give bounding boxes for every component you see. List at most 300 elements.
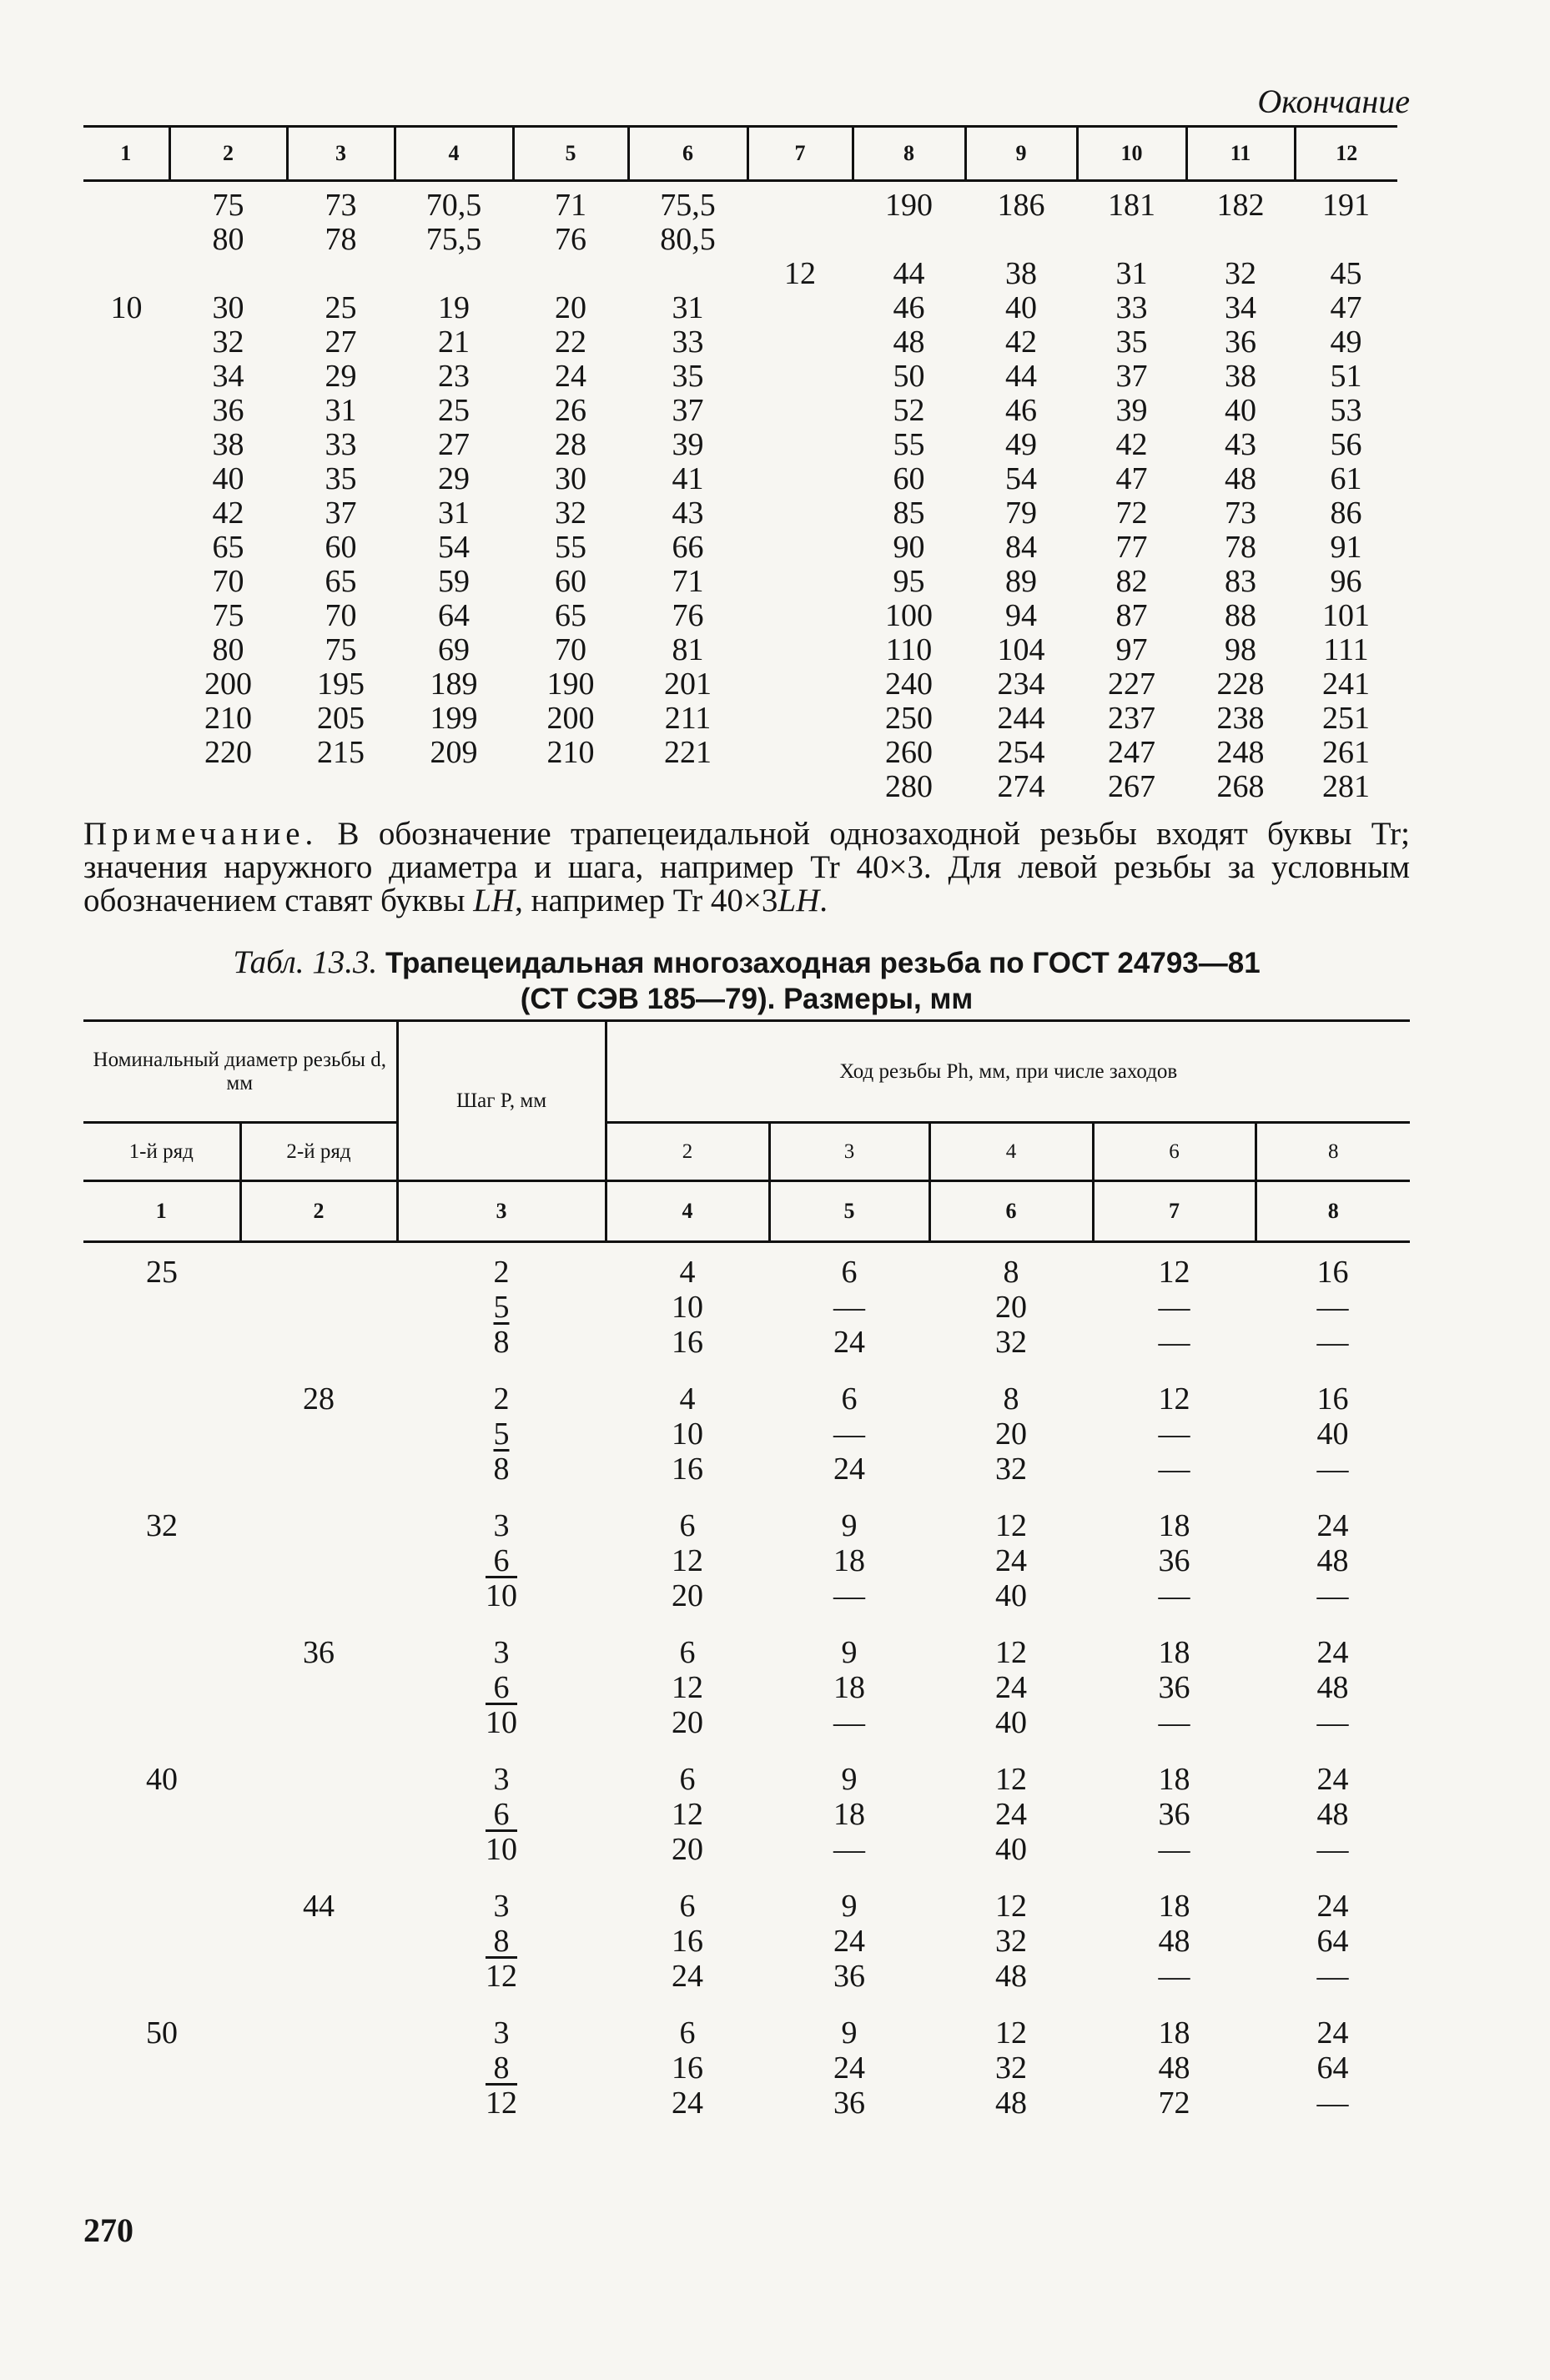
- diameter-row1-cell: [83, 1959, 240, 1994]
- lead-cell: 10: [672, 1290, 703, 1325]
- table-cell: 227: [1108, 667, 1155, 702]
- lead-cell: —: [1158, 1325, 1190, 1360]
- table-body: [83, 181, 1397, 805]
- column-number-3: 3: [397, 1181, 606, 1242]
- table-cell: 43: [1225, 427, 1256, 462]
- lead-cell: —: [1316, 1959, 1349, 1994]
- table-cell: 48: [893, 325, 925, 360]
- column-number-2: 2: [240, 1181, 397, 1242]
- lead-cell: 36: [1158, 1797, 1190, 1832]
- table-row: [83, 291, 1397, 325]
- table-cell: 76: [555, 222, 586, 257]
- lead-cell: 18: [833, 1670, 865, 1705]
- lead-cell: —: [833, 1832, 865, 1867]
- lead-cell: 20: [672, 1705, 703, 1740]
- table-cell: 25: [438, 393, 470, 428]
- table-cell: 100: [885, 598, 933, 633]
- note-lh2: LH: [778, 883, 820, 918]
- pitch-value: 6: [493, 1670, 510, 1705]
- column-header-6: 6: [628, 127, 747, 181]
- table-cell: [83, 360, 169, 394]
- pitch-cell: [397, 1290, 606, 1325]
- table-cell: 31: [1115, 256, 1148, 291]
- diameter-row1-cell: [83, 1924, 240, 1959]
- table-cell: 26: [555, 393, 586, 428]
- lead-cell: 18: [1158, 1508, 1190, 1543]
- table-cell: 32: [212, 325, 244, 360]
- table-cell: 191: [1322, 188, 1370, 223]
- table-cell: [1077, 223, 1186, 257]
- table-cell: 60: [325, 530, 357, 565]
- table-cell: [747, 496, 853, 531]
- table-cell: 38: [212, 427, 244, 462]
- lead-cell: 8: [1003, 1381, 1019, 1416]
- table-cell: 75: [212, 188, 244, 223]
- table-row: [83, 1543, 1410, 1578]
- column-header-2: 2: [169, 127, 287, 181]
- table-cell: 71: [672, 564, 704, 599]
- table-cell: 33: [325, 427, 357, 462]
- table-cell: 210: [546, 735, 595, 770]
- table-cell: 30: [212, 290, 244, 325]
- header-starts-4: 4: [929, 1123, 1093, 1181]
- table-cell: [83, 462, 169, 496]
- table-cell: 205: [317, 701, 365, 736]
- lead-cell: 24: [1316, 1762, 1349, 1797]
- table-cell: [747, 360, 853, 394]
- table-cell: 209: [430, 735, 478, 770]
- diameter-row1-cell: [83, 1832, 240, 1867]
- table-cell: [747, 565, 853, 599]
- lead-cell: 12: [1158, 1255, 1190, 1290]
- lead-cell: 16: [1316, 1255, 1349, 1290]
- note-lh: LH: [473, 883, 516, 918]
- column-header-5: 5: [513, 127, 628, 181]
- lead-cell: —: [1158, 1832, 1190, 1867]
- table-cell: 254: [997, 735, 1045, 770]
- pitch-value: 10: [486, 1578, 517, 1613]
- lead-cell: 24: [833, 1924, 865, 1959]
- lead-cell: 10: [672, 1416, 703, 1452]
- table-cell: 98: [1225, 632, 1256, 667]
- table-row: [83, 736, 1397, 770]
- pitch-value: 8: [493, 2050, 510, 2086]
- table-cell: [747, 325, 853, 360]
- diameter-row1-cell: [83, 1325, 240, 1360]
- table-cell: [83, 702, 169, 736]
- multistart-thread-table: [83, 1019, 1410, 2121]
- table-cell: 54: [1005, 461, 1037, 496]
- table-cell: 84: [1005, 530, 1037, 565]
- lead-cell: 64: [1316, 2050, 1349, 2086]
- pitch-value: 6: [493, 1543, 510, 1578]
- lead-cell: 72: [1158, 2086, 1190, 2121]
- table-cell: [1295, 223, 1397, 257]
- table-cell: 29: [325, 359, 357, 394]
- table-cell: 70: [325, 598, 357, 633]
- lead-cell: 24: [1316, 1635, 1349, 1670]
- header-starts-3: 3: [769, 1123, 929, 1181]
- table-cell: [83, 565, 169, 599]
- table-row: [83, 1487, 1410, 1543]
- table-cell: 56: [1330, 427, 1362, 462]
- column-number-6: 6: [929, 1181, 1093, 1242]
- header-starts-8: 8: [1256, 1123, 1410, 1181]
- table-cell: 78: [1225, 530, 1256, 565]
- table-cell: 48: [1225, 461, 1256, 496]
- table-cell: 24: [555, 359, 586, 394]
- table-cell: 89: [1005, 564, 1037, 599]
- lead-cell: 12: [672, 1670, 703, 1705]
- table-cell: 80: [212, 222, 244, 257]
- table-cell: 228: [1216, 667, 1265, 702]
- table-cell: 71: [555, 188, 586, 223]
- table-cell: 39: [1115, 393, 1148, 428]
- pitch-value: 8: [493, 1924, 510, 1959]
- note-text2: , например Tr 40×3: [515, 883, 778, 918]
- header-starts-6: 6: [1093, 1123, 1256, 1181]
- table-cell: [747, 736, 853, 770]
- lead-cell: 20: [672, 1578, 703, 1613]
- lead-cell: —: [1316, 1705, 1349, 1740]
- table-cell: 49: [1005, 427, 1037, 462]
- lead-cell: —: [833, 1416, 865, 1452]
- diameter-row2-cell: [240, 2050, 397, 2086]
- lead-cell: 6: [679, 1762, 696, 1797]
- table-row: [83, 1797, 1410, 1832]
- lead-cell: —: [1316, 1578, 1349, 1613]
- lead-cell: 40: [995, 1705, 1027, 1740]
- diameter-row1-cell: [83, 1290, 240, 1325]
- table-cell: 251: [1322, 701, 1370, 736]
- table-cell: 111: [1323, 632, 1369, 667]
- lead-cell: 9: [841, 1635, 858, 1670]
- table-row: [83, 1613, 1410, 1670]
- lead-cell: 36: [833, 1959, 865, 1994]
- lead-cell: 12: [672, 1797, 703, 1832]
- diameter-row2-cell: [240, 1452, 397, 1487]
- table-cell: 39: [672, 427, 704, 462]
- lead-cell: 9: [841, 1762, 858, 1797]
- table-cell: 80,5: [660, 222, 716, 257]
- table-cell: 75: [212, 598, 244, 633]
- pitch-cell: [397, 1797, 606, 1832]
- table-cell: 34: [1225, 290, 1256, 325]
- table-cell: 34: [212, 359, 244, 394]
- page-number: 270: [83, 2211, 133, 2249]
- pitch-cell: [397, 1959, 606, 1994]
- lead-cell: 24: [995, 1797, 1027, 1832]
- lead-cell: 12: [1158, 1381, 1190, 1416]
- lead-cell: 12: [995, 1889, 1027, 1924]
- table-cell: 31: [438, 496, 470, 531]
- table-cell: 27: [325, 325, 357, 360]
- table-cell: 181: [1108, 188, 1155, 223]
- diameter-row1-cell: [83, 1670, 240, 1705]
- lead-cell: —: [1316, 1452, 1349, 1487]
- diameter-row1-cell: [83, 1452, 240, 1487]
- pitch-cell: [397, 1325, 606, 1360]
- table-cell: 64: [438, 598, 470, 633]
- table-cell: 81: [672, 632, 704, 667]
- table-body: [83, 1242, 1410, 2121]
- table-cell: 73: [325, 188, 357, 223]
- pitch-value: 12: [486, 2086, 517, 2121]
- table-cell: 70,5: [425, 188, 482, 223]
- table-cell: 60: [555, 564, 586, 599]
- pitch-value: 2: [493, 1255, 510, 1290]
- table-cell: 42: [1115, 427, 1148, 462]
- diameter-row2-cell: [240, 1924, 397, 1959]
- diameter-row2-cell: [240, 1578, 397, 1613]
- table-cell: [83, 633, 169, 667]
- lead-cell: 36: [833, 2086, 865, 2121]
- table-cell: 94: [1005, 598, 1037, 633]
- table-row: [83, 599, 1397, 633]
- table-row: [83, 633, 1397, 667]
- table-cell: [513, 257, 628, 291]
- table-cell: 46: [1005, 393, 1037, 428]
- lead-cell: 20: [672, 1832, 703, 1867]
- lead-cell: 16: [672, 1452, 703, 1487]
- pitch-value: 10: [486, 1832, 517, 1867]
- lead-cell: 12: [672, 1543, 703, 1578]
- table-cell: 75,5: [425, 222, 482, 257]
- table-cell: 200: [546, 701, 595, 736]
- table-cell: [747, 770, 853, 804]
- table-cell: 79: [1005, 496, 1037, 531]
- table-cell: 72: [1115, 496, 1148, 531]
- table-cell: 260: [885, 735, 933, 770]
- lead-cell: —: [1316, 1832, 1349, 1867]
- table-cell: 66: [672, 530, 704, 565]
- lead-cell: 9: [841, 2015, 858, 2050]
- table-row: [83, 1670, 1410, 1705]
- diameter-row1-cell: [83, 1416, 240, 1452]
- column-number-7: 7: [1093, 1181, 1256, 1242]
- pitch-value: 3: [493, 1508, 510, 1543]
- lead-cell: 8: [1003, 1255, 1019, 1290]
- table-cell: 211: [664, 701, 712, 736]
- lead-cell: —: [1158, 1959, 1190, 1994]
- header-lead: Ход резьбы Ph, мм, при числе заходов: [606, 1021, 1410, 1123]
- lead-cell: 16: [672, 2050, 703, 2086]
- table-cell: 22: [555, 325, 586, 360]
- table-cell: [287, 770, 395, 804]
- table-cell: [747, 291, 853, 325]
- lead-cell: —: [1158, 1416, 1190, 1452]
- lead-cell: 18: [1158, 2015, 1190, 2050]
- pitch-cell: [397, 1924, 606, 1959]
- pitch-value: 3: [493, 1762, 510, 1797]
- pitch-cell: [397, 1543, 606, 1578]
- lead-cell: 24: [833, 2050, 865, 2086]
- table-cell: 220: [204, 735, 252, 770]
- table-cell: 281: [1322, 769, 1370, 804]
- lead-cell: 48: [995, 1959, 1027, 1994]
- table-cell: [83, 223, 169, 257]
- lead-cell: —: [833, 1578, 865, 1613]
- diameter-row1-cell: 25: [146, 1255, 178, 1290]
- table-cell: 65: [212, 530, 244, 565]
- caption-title-line1: Трапецеидальная многозаходная резьба по ГОСТ 24793—81: [385, 947, 1261, 979]
- table-row: [83, 1705, 1410, 1740]
- lead-cell: 24: [672, 2086, 703, 2121]
- lead-cell: 18: [1158, 1635, 1190, 1670]
- lead-cell: 40: [995, 1832, 1027, 1867]
- column-number-1: 1: [83, 1181, 240, 1242]
- table-cell: 44: [1005, 359, 1037, 394]
- diameter-row2-cell: [240, 1242, 397, 1291]
- diameter-row2-cell: [240, 1740, 397, 1797]
- pitch-cell: [397, 1670, 606, 1705]
- table-row: [83, 702, 1397, 736]
- table-cell: 45: [1330, 256, 1362, 291]
- table-cell: 32: [555, 496, 586, 531]
- header-diameter: Номинальный диаметр резьбы d, мм: [83, 1021, 397, 1123]
- diameter-row1-cell: [83, 1360, 240, 1416]
- diameter-row2-cell: 44: [303, 1889, 335, 1924]
- diameter-row1-cell: [83, 2050, 240, 2086]
- pitch-cell: [397, 1242, 606, 1291]
- table-cell: 85: [893, 496, 925, 531]
- table-cell: 61: [1330, 461, 1362, 496]
- lead-cell: 18: [1158, 1889, 1190, 1924]
- table-cell: 59: [438, 564, 470, 599]
- table-cell: 42: [1005, 325, 1037, 360]
- table-cell: 37: [672, 393, 704, 428]
- lead-cell: 40: [995, 1578, 1027, 1613]
- lead-cell: 48: [1316, 1670, 1349, 1705]
- table-cell: [747, 633, 853, 667]
- table-cell: [965, 223, 1077, 257]
- pitch-value: 3: [493, 1889, 510, 1924]
- lead-cell: —: [1158, 1578, 1190, 1613]
- table-cell: 60: [893, 461, 925, 496]
- lead-cell: 32: [995, 1452, 1027, 1487]
- table-cell: 35: [672, 359, 704, 394]
- table-row: [83, 496, 1397, 531]
- lead-cell: 9: [841, 1889, 858, 1924]
- table-row: [83, 428, 1397, 462]
- table-cell: 47: [1330, 290, 1362, 325]
- pitch-value: 10: [486, 1705, 517, 1740]
- table-cell: 37: [1115, 359, 1148, 394]
- lead-cell: 12: [995, 2015, 1027, 2050]
- note-end: .: [819, 883, 828, 918]
- table-cell: [747, 462, 853, 496]
- lead-cell: 48: [1158, 1924, 1190, 1959]
- pitch-value: 5: [493, 1416, 510, 1452]
- lead-cell: 32: [995, 1924, 1027, 1959]
- diameter-row2-cell: [240, 1832, 397, 1867]
- pitch-value: 5: [493, 1290, 510, 1325]
- table-cell: 55: [555, 530, 586, 565]
- table-cell: 274: [997, 769, 1045, 804]
- table-cell: 237: [1108, 701, 1155, 736]
- table-cell: [513, 770, 628, 804]
- table-header-row: [83, 127, 1397, 181]
- table-cell: 23: [438, 359, 470, 394]
- lead-cell: 48: [1316, 1797, 1349, 1832]
- table-cell: 104: [997, 632, 1045, 667]
- table-cell: 110: [885, 632, 933, 667]
- table-cell: 40: [1225, 393, 1256, 428]
- table-row: [83, 2086, 1410, 2121]
- diameter-row1-cell: 32: [146, 1508, 178, 1543]
- table-cell: 37: [325, 496, 357, 531]
- table-cell: [747, 531, 853, 565]
- pitch-cell: [397, 1705, 606, 1740]
- pitch-cell: [397, 2050, 606, 2086]
- table-cell: 190: [885, 188, 933, 223]
- table-cell: 240: [885, 667, 933, 702]
- table-cell: 87: [1115, 598, 1148, 633]
- diameter-row1-cell: [83, 1797, 240, 1832]
- column-header-9: 9: [965, 127, 1077, 181]
- pitch-cell: [397, 1578, 606, 1613]
- lead-cell: 48: [995, 2086, 1027, 2121]
- pitch-value: 8: [493, 1452, 510, 1487]
- column-header-12: 12: [1295, 127, 1397, 181]
- table-cell: [747, 181, 853, 224]
- diameter-row2-cell: [240, 1797, 397, 1832]
- lead-cell: —: [833, 1290, 865, 1325]
- table-cell: 268: [1216, 769, 1265, 804]
- table-cell: 97: [1115, 632, 1148, 667]
- diameter-row2-cell: [240, 1670, 397, 1705]
- table-cell: 78: [325, 222, 357, 257]
- table-cell: 82: [1115, 564, 1148, 599]
- lead-cell: 9: [841, 1508, 858, 1543]
- table-cell: 210: [204, 701, 252, 736]
- table-cell: [747, 428, 853, 462]
- table-cell: 261: [1322, 735, 1370, 770]
- diameter-row1-cell: 40: [146, 1762, 178, 1797]
- table-row: [83, 2050, 1410, 2086]
- table-cell: 46: [893, 290, 925, 325]
- table-cell: [169, 257, 287, 291]
- pitch-value: 12: [486, 1959, 517, 1994]
- pitch-cell: [397, 1832, 606, 1867]
- lead-cell: —: [1316, 2086, 1349, 2121]
- lead-cell: 6: [841, 1255, 858, 1290]
- table-cell: 200: [204, 667, 252, 702]
- table-cell: 40: [1005, 290, 1037, 325]
- table-cell: 182: [1216, 188, 1265, 223]
- table-cell: 40: [212, 461, 244, 496]
- header-starts-2: 2: [606, 1123, 769, 1181]
- pitch-value: 8: [493, 1325, 510, 1360]
- continuation-label: Окончание: [1257, 83, 1410, 120]
- table-cell: 238: [1216, 701, 1265, 736]
- table-cell: [83, 496, 169, 531]
- diameter-row2-cell: [240, 1959, 397, 1994]
- lead-cell: 24: [995, 1543, 1027, 1578]
- lead-cell: 32: [995, 2050, 1027, 2086]
- table-cell: 69: [438, 632, 470, 667]
- header-row1: 1-й ряд: [83, 1123, 240, 1181]
- column-header-4: 4: [395, 127, 513, 181]
- lead-cell: —: [1158, 1705, 1190, 1740]
- table-cell: 32: [1225, 256, 1256, 291]
- pitch-cell: [397, 1416, 606, 1452]
- table-cell: 20: [555, 290, 586, 325]
- column-number-8: 8: [1256, 1181, 1410, 1242]
- table-cell: [628, 770, 747, 804]
- table-cell: [83, 325, 169, 360]
- lead-cell: 6: [679, 1889, 696, 1924]
